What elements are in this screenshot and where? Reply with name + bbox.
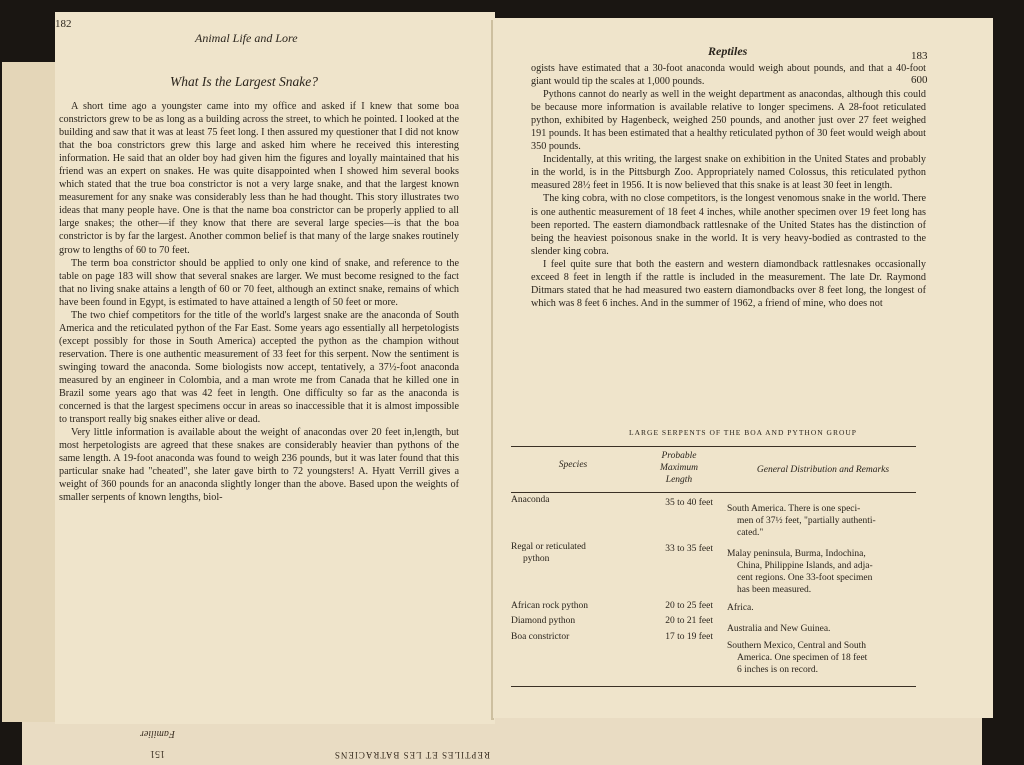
table-caption: LARGE SERPENTS OF THE BOA AND PYTHON GROUP xyxy=(629,428,857,437)
paragraph: A short time ago a youngster came into my office and asked if I knew that some boa constrictors grew to be as long as a building across the street, to which he pointed. I looked at the building and saw that it was at least 75 feet long. I then assured my questioner that I did not know that the boa constrictors grew this large and asked him where he received this interesting information. He said that an older boy had given him the figures and loyally maintained that his friend was an expert on snakes. He was quite disappointed when I showed him several books which stated that the true boa constrictor is not a very large snake, and that the largest known measurement for any snake was considerably less than he had thought. This story illustrates two ideas that many people have. One is that the name boa constrictor can be properly applied to all large snakes; the other—if they know that there are several large species—is that the boa constrictor is by far the largest. Another common belief is that many of the large snakes routinely grow to lengths of 60 to 70 feet. xyxy=(59,101,459,256)
table-bottom-rule xyxy=(511,686,916,687)
paragraph: Very little information is available about the weight of anacondas over 20 feet in,length, but most herpetologists are agreed that these snakes are considerably heavier than pythons of the same length. A 19-foot anaconda was found to weigh 236 pounds, but it was later found that this particular snake had "cheated", she later gave birth to 72 youngsters! A. Hyatt Verrill gives a weight of 360 pounds for an anaconda slightly longer than the above. Based upon the weights of smaller serpents of known lengths, biol- xyxy=(59,427,459,504)
back-page-running-text: REPTILES ET LES BATRACIENS xyxy=(333,750,490,760)
back-page-number: 151 xyxy=(150,748,165,759)
paragraph: The king cobra, with no close competitors, is the longest venomous snake in the world. There is one authentic measurement of 18 feet 4 inches, while another specimen over 19 feet long has been reported. The eastern diamondback rattlesnake of the United States has the distinction of being the heaviest poisonous snake in the world. It is very heavy-bodied as contrasted to the slender king cobra. xyxy=(531,193,926,257)
left-page-number: 182 xyxy=(55,18,72,30)
left-running-head: Animal Life and Lore xyxy=(195,31,298,45)
paragraph: ogists have estimated that a 30-foot anaconda would weigh about pounds, and that a 40-foot giant would tip the scales at 1,000 pounds. xyxy=(531,63,926,88)
paragraph: The two chief competitors for the title of the world's largest snake are the anaconda of South America and the reticulated python of the Far East. Some years ago essentially all herpetologists (except possibly for those in South America) accepted the python as the champion without reservation. There is one authentic measurement of 33 feet for this serpent. Now the sentiment is swinging toward the anaconda. Some biologists now accept, tentatively, a 37½-foot anaconda measured by an engineer in Colombia, and a man wrote me from Canada that he killed one in Brazil some years ago that was 42 feet in length. One difficulty so far as the anaconda is concerned is that the largest specimens occur in areas so inaccessible that it is almost impossible to transport really big snakes either alive or dead. xyxy=(59,309,459,426)
left-page xyxy=(55,12,495,724)
paragraph: The term boa constrictor should be applied to only one kind of snake, and reference to the table on page 183 will show that several snakes are larger. We must become resigned to the fact that no living snake attains a length of 60 or 70 feet, although an extinct snake, remains of which have been found in Egypt, is estimated to have attained a length of 50 feet or more. xyxy=(59,257,459,308)
col-length: Probable Maximum Length xyxy=(660,451,698,485)
left-body-text xyxy=(59,100,459,504)
table-top-rule xyxy=(511,446,916,447)
margin-note: 600 xyxy=(911,74,928,86)
col-species: Species xyxy=(558,460,588,470)
table-header-rule xyxy=(511,492,916,493)
underlying-page-strip xyxy=(2,62,58,722)
right-page-number: 183 xyxy=(911,50,928,62)
paragraph: Incidentally, at this writing, the largest snake on exhibition in the United States and probably in the world, is in the Pittsburgh Zoo. Appropriately named Colossus, this reticulated python measured 28½ feet in 1956. It is now believed that this snake is at least 30 feet in length. xyxy=(531,154,926,192)
paragraph: Pythons cannot do nearly as well in the weight department as anacondas, although this could be because more information is available relative to longer specimens. A 28-foot reticulated python, exhibited by Hagenbeck, weighed 250 pounds, and another just over 27 feet weighed 191 pounds. It has been estimated that a healthy reticulated python of 30 feet would weigh about 350 pounds. xyxy=(531,89,926,153)
right-page: Reptiles 183 600 ogists have estimated that a 30-foot anaconda would weigh about pounds, and that a 40-foot giant would tip the scales at 1,000 pounds. Pythons cannot do nearly as well in the weight department as anacondas, although this could be because more information is available relative to longer specimens. A 28-foot reticulated python, exhibited by Hagenbeck, weighed 250 pounds, and another just over 27 feet weighed 191 pounds. It has been estimated that a healthy reticulated python of 30 feet would weigh about 350 pounds. Incidentally, at this writing, the largest snake on exhibition in the United States and probably in the world, is in the Pittsburgh Zoo. Appropriately named Colossus, this reticulated python measured 28½ feet in 1956. It is now believed that this snake is at least 30 feet in length. The king cobra, with no close competitors, is the longest venomous snake in the world. There is one authentic measurement of 18 feet 4 inches, while another specimen over 19 feet long has been reported. The eastern diamondback rattlesnake of the United States has the distinction of being the heaviest poisonous snake in the world. It is very heavy-bodied as contrasted to the slender king cobra. I feel quite sure that both the eastern and western diamondback rattlesnakes occasionally exceed 8 feet in length if the rattle is included in the measurement. The late Dr. Raymond Ditmars stated that he had measured two eastern diamondbacks over 8 feet long, the longest of which was 8 feet 6 inches. And in the summer of 1962, a friend of mine, who does not LARGE SERPENTS OF THE BOA AND PYTHON GROUP Species Probable Maximum Length General Distribution and Remarks Anaconda 35 to 40 feet South America. There is one speci- men of 37½ feet, "partially authenti- cated." Regal or reticulated python 33 to 35 feet Malay peninsula, Burma, Indochina, China, Philippine Islands, and adja- cent regions. One 33-foot specimen has been measured. African rock python 20 to 25 feet Africa. Diamond python 20 to 21 feet Australia and New Guinea. Boa constrictor 17 to 19 feet Southern Mexico, Central and South America. One specimen of 18 feet 6 inches is on record. xyxy=(493,18,993,718)
paragraph: I feel quite sure that both the eastern and western diamondback rattlesnakes occasionally exceed 8 feet in length if the rattle is included in the measurement. The late Dr. Raymond Ditmars stated that he had measured two eastern diamondbacks over 8 feet long, the longest of which was 8 feet 6 inches. And in the summer of 1962, a friend of mine, who does not xyxy=(531,258,926,309)
col-remarks: General Distribution and Remarks xyxy=(756,465,890,475)
right-running-head: Reptiles xyxy=(708,44,748,58)
article-title: What Is the Largest Snake? xyxy=(170,74,318,89)
right-body-text xyxy=(531,62,926,310)
back-page-snippet: Familier xyxy=(140,728,175,739)
